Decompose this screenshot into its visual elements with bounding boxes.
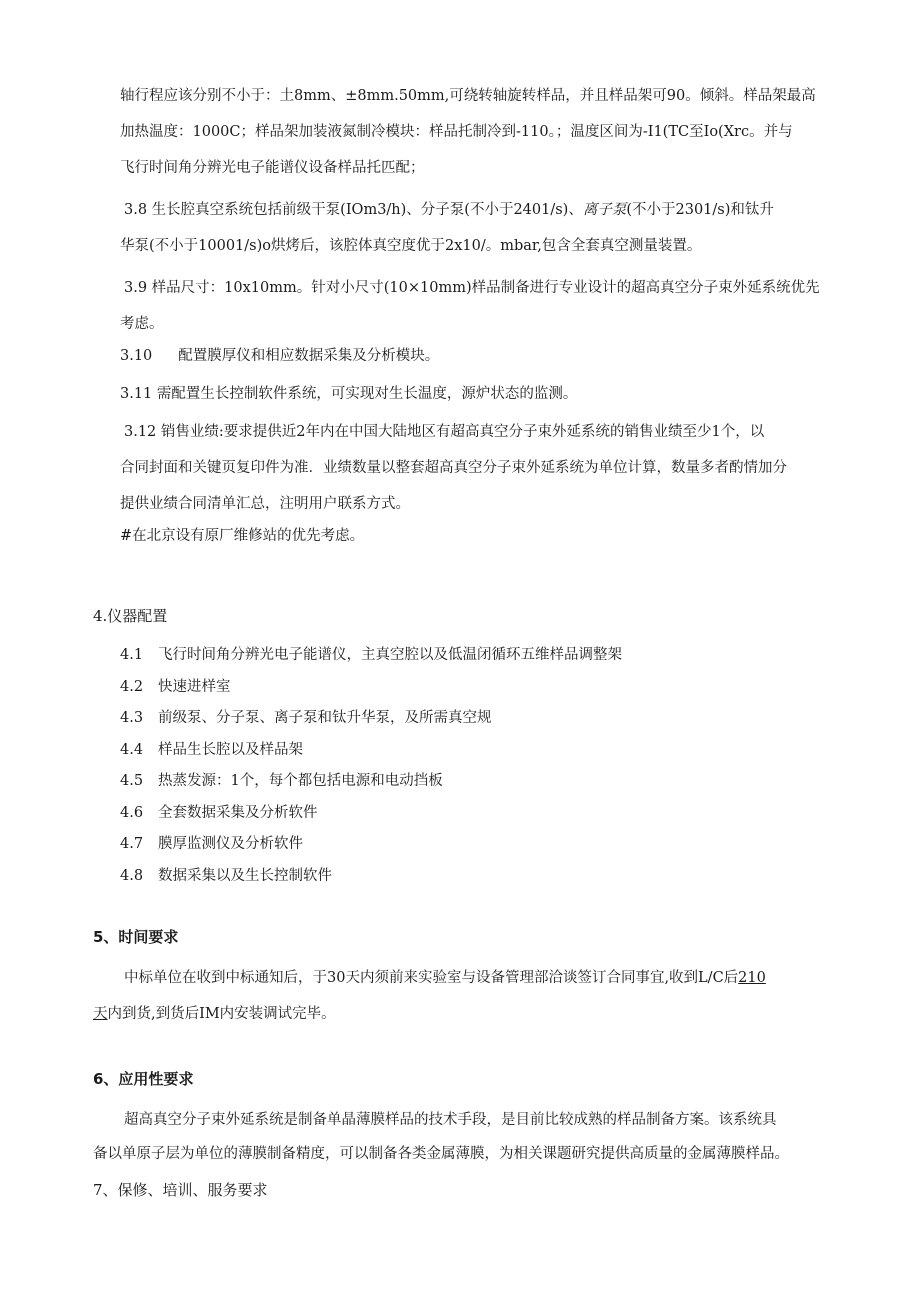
paragraph-5-underlined-unit: 天 — [93, 1006, 108, 1022]
paragraph-3-7-line-3: 飞行时间角分辨光电子能谱仪设备样品托匹配； — [120, 160, 425, 176]
paragraph-3-8-text-a: 3.8 生长腔真空系统包括前级干泵(IOm3/h)、分子泵(不小于2401/s)、 — [124, 202, 583, 218]
list-item-4-4 — [120, 737, 303, 763]
list-item-number: 4.2 — [120, 679, 144, 695]
paragraph-5-line-2 — [93, 996, 336, 1032]
list-item-number: 4.3 — [120, 710, 144, 726]
paragraph-3-11: 3.11 需配置生长控制软件系统，可实现对生长温度，源炉状态的监测。 — [120, 386, 578, 402]
list-item-text: 全套数据采集及分析软件 — [158, 805, 318, 821]
note-beijing-service: #在北京设有原厂维修站的优先考虑。 — [120, 528, 365, 544]
paragraph-5-underlined-days: 210 — [738, 970, 766, 986]
paragraph-3-10-number: 3.10 — [120, 348, 153, 364]
list-item-number: 4.7 — [120, 836, 144, 852]
paragraph-3-12-line-2: 合同封面和关键页复印件为准．业绩数量以整套超高真空分子束外延系统为单位计算，数量多者酌情加分 — [120, 460, 787, 476]
paragraph-3-7-line-1: 轴行程应该分别不小于：土8mm、±8mm.50mm,可绕转轴旋转样品，并且样品架可90。倾斜。样品架最高 — [120, 88, 816, 104]
list-item-4-3 — [120, 705, 492, 731]
list-item-number: 4.6 — [120, 805, 144, 821]
list-item-text: 前级泵、分子泵、离子泵和钛升华泵，及所需真空规 — [158, 710, 492, 726]
paragraph-5-text-a: 中标单位在收到中标通知后，于30天内须前来实验室与设备管理部洽谈签订合同事宜,收到L/C后 — [124, 970, 739, 986]
list-item-text: 热蒸发源：1个，每个都包括电源和电动挡板 — [158, 773, 443, 789]
paragraph-5-text-b: 内到货,到货后IM内安装调试完毕。 — [107, 1006, 336, 1022]
list-item-4-2 — [120, 674, 231, 700]
list-item-number: 4.1 — [120, 647, 144, 663]
section-6-heading: 6、应用性要求 — [93, 1070, 194, 1088]
paragraph-6-line-1: 超高真空分子束外延系统是制备单晶薄膜样品的技术手段，是目前比较成熟的样品制备方案。该系统具 — [124, 1112, 777, 1128]
list-item-4-7 — [120, 831, 303, 857]
list-item-text: 快速进样室 — [158, 679, 231, 695]
section-4-heading: 4.仪器配置 — [93, 607, 168, 625]
paragraph-3-12-line-1: 3.12 销售业绩:要求提供近2年内在中国大陆地区有超高真空分子束外延系统的销售业绩至少1个，以 — [124, 424, 765, 440]
list-item-4-6 — [120, 800, 318, 826]
section-5-heading: 5、时间要求 — [93, 928, 179, 946]
list-item-4-5 — [120, 768, 443, 794]
list-item-text: 膜厚监测仪及分析软件 — [158, 836, 303, 852]
list-item-number: 4.4 — [120, 742, 144, 758]
paragraph-5-line-1 — [124, 960, 766, 996]
paragraph-3-7-line-2: 加热温度：1000C；样品架加装液氮制冷模块：样品托制冷到-110。；温度区间为-I1(TC至Io(Xrc。并与 — [120, 124, 793, 140]
paragraph-3-10 — [120, 338, 439, 374]
list-item-number: 4.8 — [120, 868, 144, 884]
list-item-4-1 — [120, 642, 622, 668]
paragraph-3-8-italic: 离子泵 — [582, 202, 627, 218]
list-item-text: 数据采集以及生长控制软件 — [158, 868, 332, 884]
paragraph-3-9-line-2: 考虑。 — [120, 316, 164, 332]
paragraph-3-8-text-b: (不小于2301/s)和钛升 — [626, 202, 774, 218]
list-item-text: 样品生长腔以及样品架 — [158, 742, 303, 758]
paragraph-3-8-line-1 — [124, 192, 774, 228]
list-item-4-8 — [120, 863, 332, 889]
paragraph-6-line-2: 备以单原子层为单位的薄膜制备精度，可以制备各类金属薄膜，为相关课题研究提供高质量的金属薄膜样品。 — [93, 1146, 789, 1162]
paragraph-3-10-text: 配置膜厚仪和相应数据采集及分析模块。 — [178, 348, 440, 364]
paragraph-3-8-line-2: 华泵(不小于10001/s)o烘烤后，该腔体真空度优于2x10/。mbar,包含全套真空测量装置。 — [120, 238, 702, 254]
list-item-number: 4.5 — [120, 773, 144, 789]
paragraph-3-12-line-3: 提供业绩合同清单汇总，注明用户联系方式。 — [120, 496, 410, 512]
section-7-heading: 7、保修、培训、服务要求 — [93, 1181, 268, 1199]
list-item-text: 飞行时间角分辨光电子能谱仪，主真空腔以及低温闭循环五维样品调整架 — [158, 647, 622, 663]
paragraph-3-9-line-1: 3.9 样品尺寸：10x10mm。针对小尺寸(10×10mm)样品制备进行专业设计的超高真空分子束外延系统优先 — [124, 280, 820, 296]
